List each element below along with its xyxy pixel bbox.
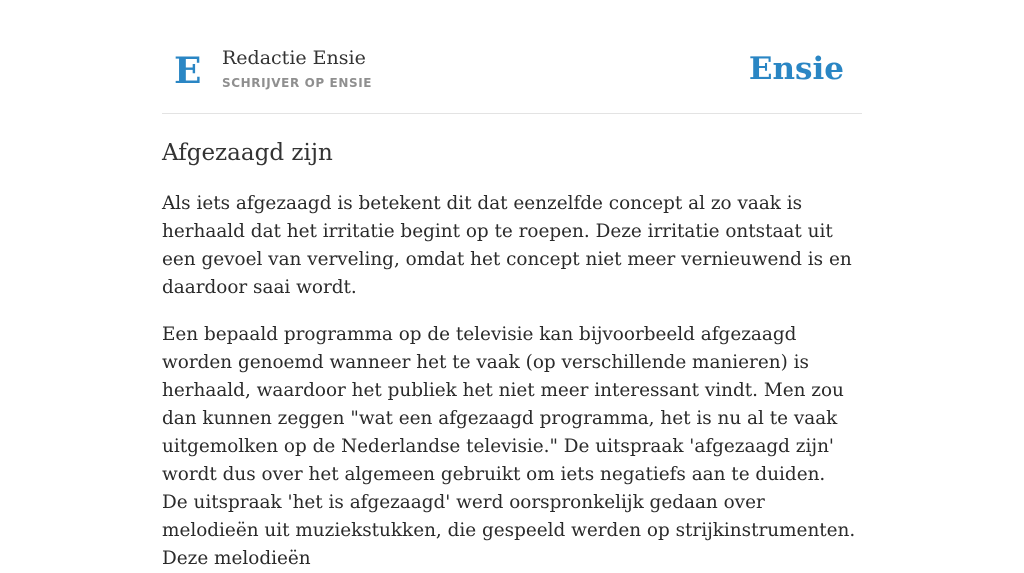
article-paragraph: Een bepaald programma op de televisie kan bijvoorbeeld afgezaagd worden genoemd wanneer het te vaak (op verschillende manieren) is herhaald, waardoor het publiek het niet meer interessant vindt. Men zou dan kunnen zeggen "wat een afgezaagd programma, het is nu al te vaak uitgemolken op de Nederlandse televisie." De uitspraak 'afgezaagd zijn' wordt dus over het algemeen gebruikt om iets negatiefs aan te duiden. <box>162 324 844 485</box>
author-avatar[interactable]: E <box>174 50 202 92</box>
article-body <box>162 190 862 573</box>
author-role: SCHRIJVER OP ENSIE <box>222 76 373 90</box>
article-paragraph: De uitspraak 'het is afgezaagd' werd oorspronkelijk gedaan over melodieën uit muziekstukken, die gespeeld werden op strijkinstrumenten. Deze melodieën <box>162 492 856 569</box>
article-page <box>162 0 862 569</box>
author-header <box>162 0 862 114</box>
article-title: Afgezaagd zijn <box>162 140 333 166</box>
brand-logo[interactable]: Ensie <box>748 51 844 87</box>
article-paragraph: Als iets afgezaagd is betekent dit dat eenzelfde concept al zo vaak is herhaald dat het irritatie begint op te roepen. Deze irritatie ontstaat uit een gevoel van verveling, omdat het concept niet meer vernieuwend is en daardoor saai wordt. <box>162 193 852 298</box>
author-name[interactable]: Redactie Ensie <box>222 47 366 69</box>
